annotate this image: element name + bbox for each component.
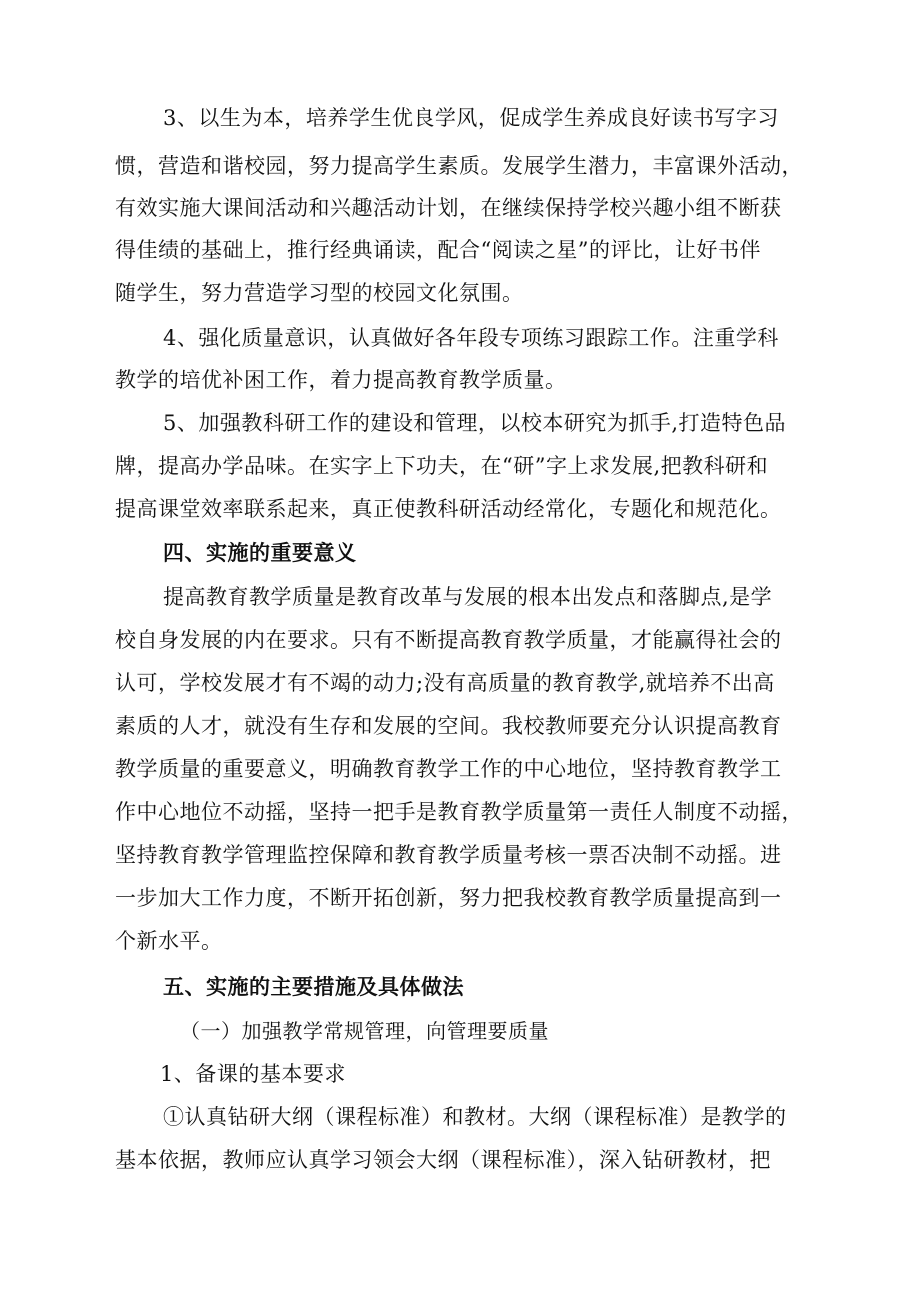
item-heading: 1、备课的基本要求 <box>160 1062 346 1086</box>
paragraph-line: 作中心地位不动摇，坚持一把手是教育教学质量第一责任人制度不动摇， <box>115 800 803 824</box>
paragraph-line: 随学生，努力营造学习型的校园文化氛围。 <box>115 281 524 305</box>
paragraph-line: 5、加强教科研工作的建设和管理，以校本研究为抓手,打造特色品 <box>163 411 787 435</box>
paragraph-line: 素质的人才，就没有生存和发展的空间。我校教师要充分认识提高教育 <box>115 714 782 738</box>
section-heading: 五、实施的主要措施及具体做法 <box>163 975 464 999</box>
paragraph-line: 提高课堂效率联系起来，真正使教科研活动经常化，专题化和规范化。 <box>115 497 782 521</box>
paragraph-line: 基本依据，教师应认真学习领会大纲（课程标准），深入钻研教材，把 <box>115 1148 771 1172</box>
subsection-heading: （一）加强教学常规管理，向管理要质量 <box>180 1019 549 1043</box>
section-heading: 四、实施的重要意义 <box>163 541 357 565</box>
paragraph-line: 惯，营造和谐校园，努力提高学生素质。发展学生潜力，丰富课外活动， <box>115 154 803 178</box>
paragraph-line: 3、以生为本，培养学生优良学风，促成学生养成良好读书写字习 <box>163 106 779 130</box>
paragraph-line: 校自身发展的内在要求。只有不断提高教育教学质量，才能赢得社会的 <box>115 628 782 652</box>
paragraph-line: ①认真钻研大纲（课程标准）和教材。大纲（课程标准）是教学的 <box>163 1105 787 1129</box>
paragraph-line: 坚持教育教学管理监控保障和教育教学质量考核一票否决制不动摇。进 <box>115 843 782 867</box>
paragraph-line: 教学质量的重要意义，明确教育教学工作的中心地位，坚持教育教学工 <box>115 757 782 781</box>
paragraph-line: 有效实施大课间活动和兴趣活动计划，在继续保持学校兴趣小组不断获 <box>115 196 782 220</box>
paragraph-line: 提高教育教学质量是教育改革与发展的根本出发点和落脚点,是学 <box>163 585 773 609</box>
paragraph-line: 认可，学校发展才有不竭的动力;没有高质量的教育教学,就培养不出高 <box>115 671 775 695</box>
paragraph-line: 个新水平。 <box>115 929 223 953</box>
paragraph-line: 一步加大工作力度，不断开拓创新，努力把我校教育教学质量提高到一 <box>115 886 782 910</box>
paragraph-line: 4、强化质量意识，认真做好各年段专项练习跟踪工作。注重学科 <box>163 326 779 350</box>
paragraph-line: 教学的培优补困工作，着力提高教育教学质量。 <box>115 368 567 392</box>
paragraph-line: 得佳绩的基础上，推行经典诵读，配合“阅读之星”的评比，让好书伴 <box>115 238 761 262</box>
paragraph-line: 牌，提高办学品味。在实字上下功夫，在“研”字上求发展,把教科研和 <box>115 454 769 478</box>
